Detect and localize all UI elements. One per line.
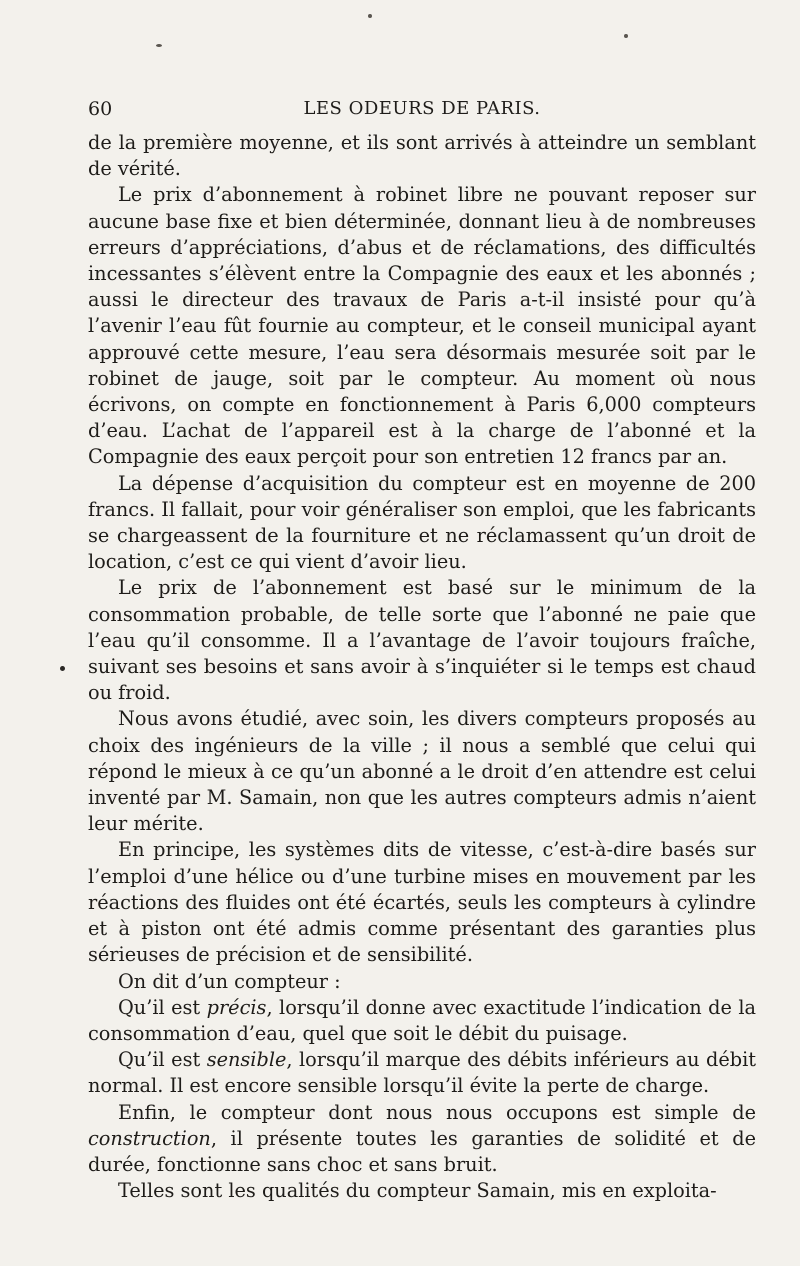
- text-run: Le prix d’abonnement à robinet libre ne pouvant reposer sur aucune base fixe et bien déterminée, donnant lieu à de nombreuses erreurs d’appréciations, d’abus et de réclamations, des difficultés incessantes s’élèvent entre la Compagnie des eaux et les abonnés ; aussi le directeur des travaux de Paris a-t-il insisté pour qu’à l’avenir l’eau fût fournie au compteur, et le conseil municipal ayant approuvé cette mesure, l’eau sera désormais mesurée soit par le robinet de jauge, soit par le compteur. Au moment où nous écrivons, on compte en fonctionnement à Paris 6,000 compteurs d’eau. L’achat de l’appareil est à la charge de l’abonné et la Compagnie des eaux perçoit pour son entretien 12 francs par an.: [88, 183, 756, 469]
- paragraph: [88, 182, 756, 470]
- paper-speck: [60, 666, 65, 671]
- italic-term: précis: [206, 995, 267, 1019]
- text-run: , lorsqu’il donne avec exactitude l’indication de la consommation d’eau, quel que soit le débit du puisage.: [88, 995, 757, 1045]
- italic-term: construction: [88, 1126, 211, 1150]
- paragraph: [88, 575, 756, 706]
- text-run: Enfin, le compteur dont nous nous occupons est simple de: [118, 1100, 756, 1124]
- paper-speck: [156, 44, 162, 47]
- text-run: En principe, les systèmes dits de vitesse, c’est-à-dire basés sur l’emploi d’une hélice ou d’une turbine mises en mouvement par les réactions des fluides ont été écartés, seuls les compteurs à cylindre et à piston ont été admis comme présentant des garanties plus sérieuses de précision et de sensibilité.: [88, 838, 756, 967]
- text-run: La dépense d’acquisition du compteur est en moyenne de 200 francs. Il fallait, pour voir généraliser son emploi, que les fabricants se chargeassent de la fourniture et ne réclamassent qu’un droit de location, c’est ce qui vient d’avoir lieu.: [88, 471, 756, 574]
- text-run: Nous avons étudié, avec soin, les divers compteurs proposés au choix des ingénieurs de la ville ; il nous a semblé que celui qui répond le mieux à ce qu’un abonné a le droit d’en attendre est celui inventé par M. Samain, non que les autres compteurs admis n’aient leur mérite.: [88, 707, 756, 836]
- paragraph: [88, 130, 756, 182]
- paper-speck: [624, 34, 628, 38]
- running-title: LES ODEURS DE PARIS.: [303, 98, 541, 119]
- body-text: [88, 130, 756, 1204]
- paragraph: [88, 837, 756, 968]
- paragraph: [88, 706, 756, 837]
- text-run: de la première moyenne, et ils sont arrivés à atteindre un semblant de vérité.: [88, 131, 756, 181]
- text-run: Qu’il est: [118, 995, 207, 1019]
- paragraph: [88, 1178, 756, 1204]
- page-header: [88, 98, 756, 124]
- paragraph: [88, 1047, 756, 1099]
- text-run: , lorsqu’il marque des débits inférieurs au débit normal. Il est encore sensible lorsqu’il évite la perte de charge.: [88, 1048, 757, 1098]
- paragraph: [88, 1100, 756, 1179]
- paragraph: [88, 969, 756, 995]
- text-run: Qu’il est: [118, 1048, 207, 1072]
- paragraph: [88, 471, 756, 576]
- text-run: , il présente toutes les garanties de solidité et de durée, fonctionne sans choc et sans bruit.: [88, 1126, 756, 1176]
- text-run: Le prix de l’abonnement est basé sur le minimum de la consommation probable, de telle sorte que l’abonné ne paie que l’eau qu’il consomme. Il a l’avantage de l’avoir toujours fraîche, suivant ses besoins et sans avoir à s’inquiéter si le temps est chaud ou froid.: [88, 576, 756, 705]
- text-run: Telles sont les qualités du compteur Samain, mis en exploita-: [118, 1179, 717, 1203]
- italic-term: sensible: [206, 1048, 287, 1072]
- page-number: 60: [88, 98, 113, 120]
- paragraph: [88, 995, 756, 1047]
- paper-speck: [368, 14, 372, 18]
- text-run: On dit d’un compteur :: [118, 969, 341, 993]
